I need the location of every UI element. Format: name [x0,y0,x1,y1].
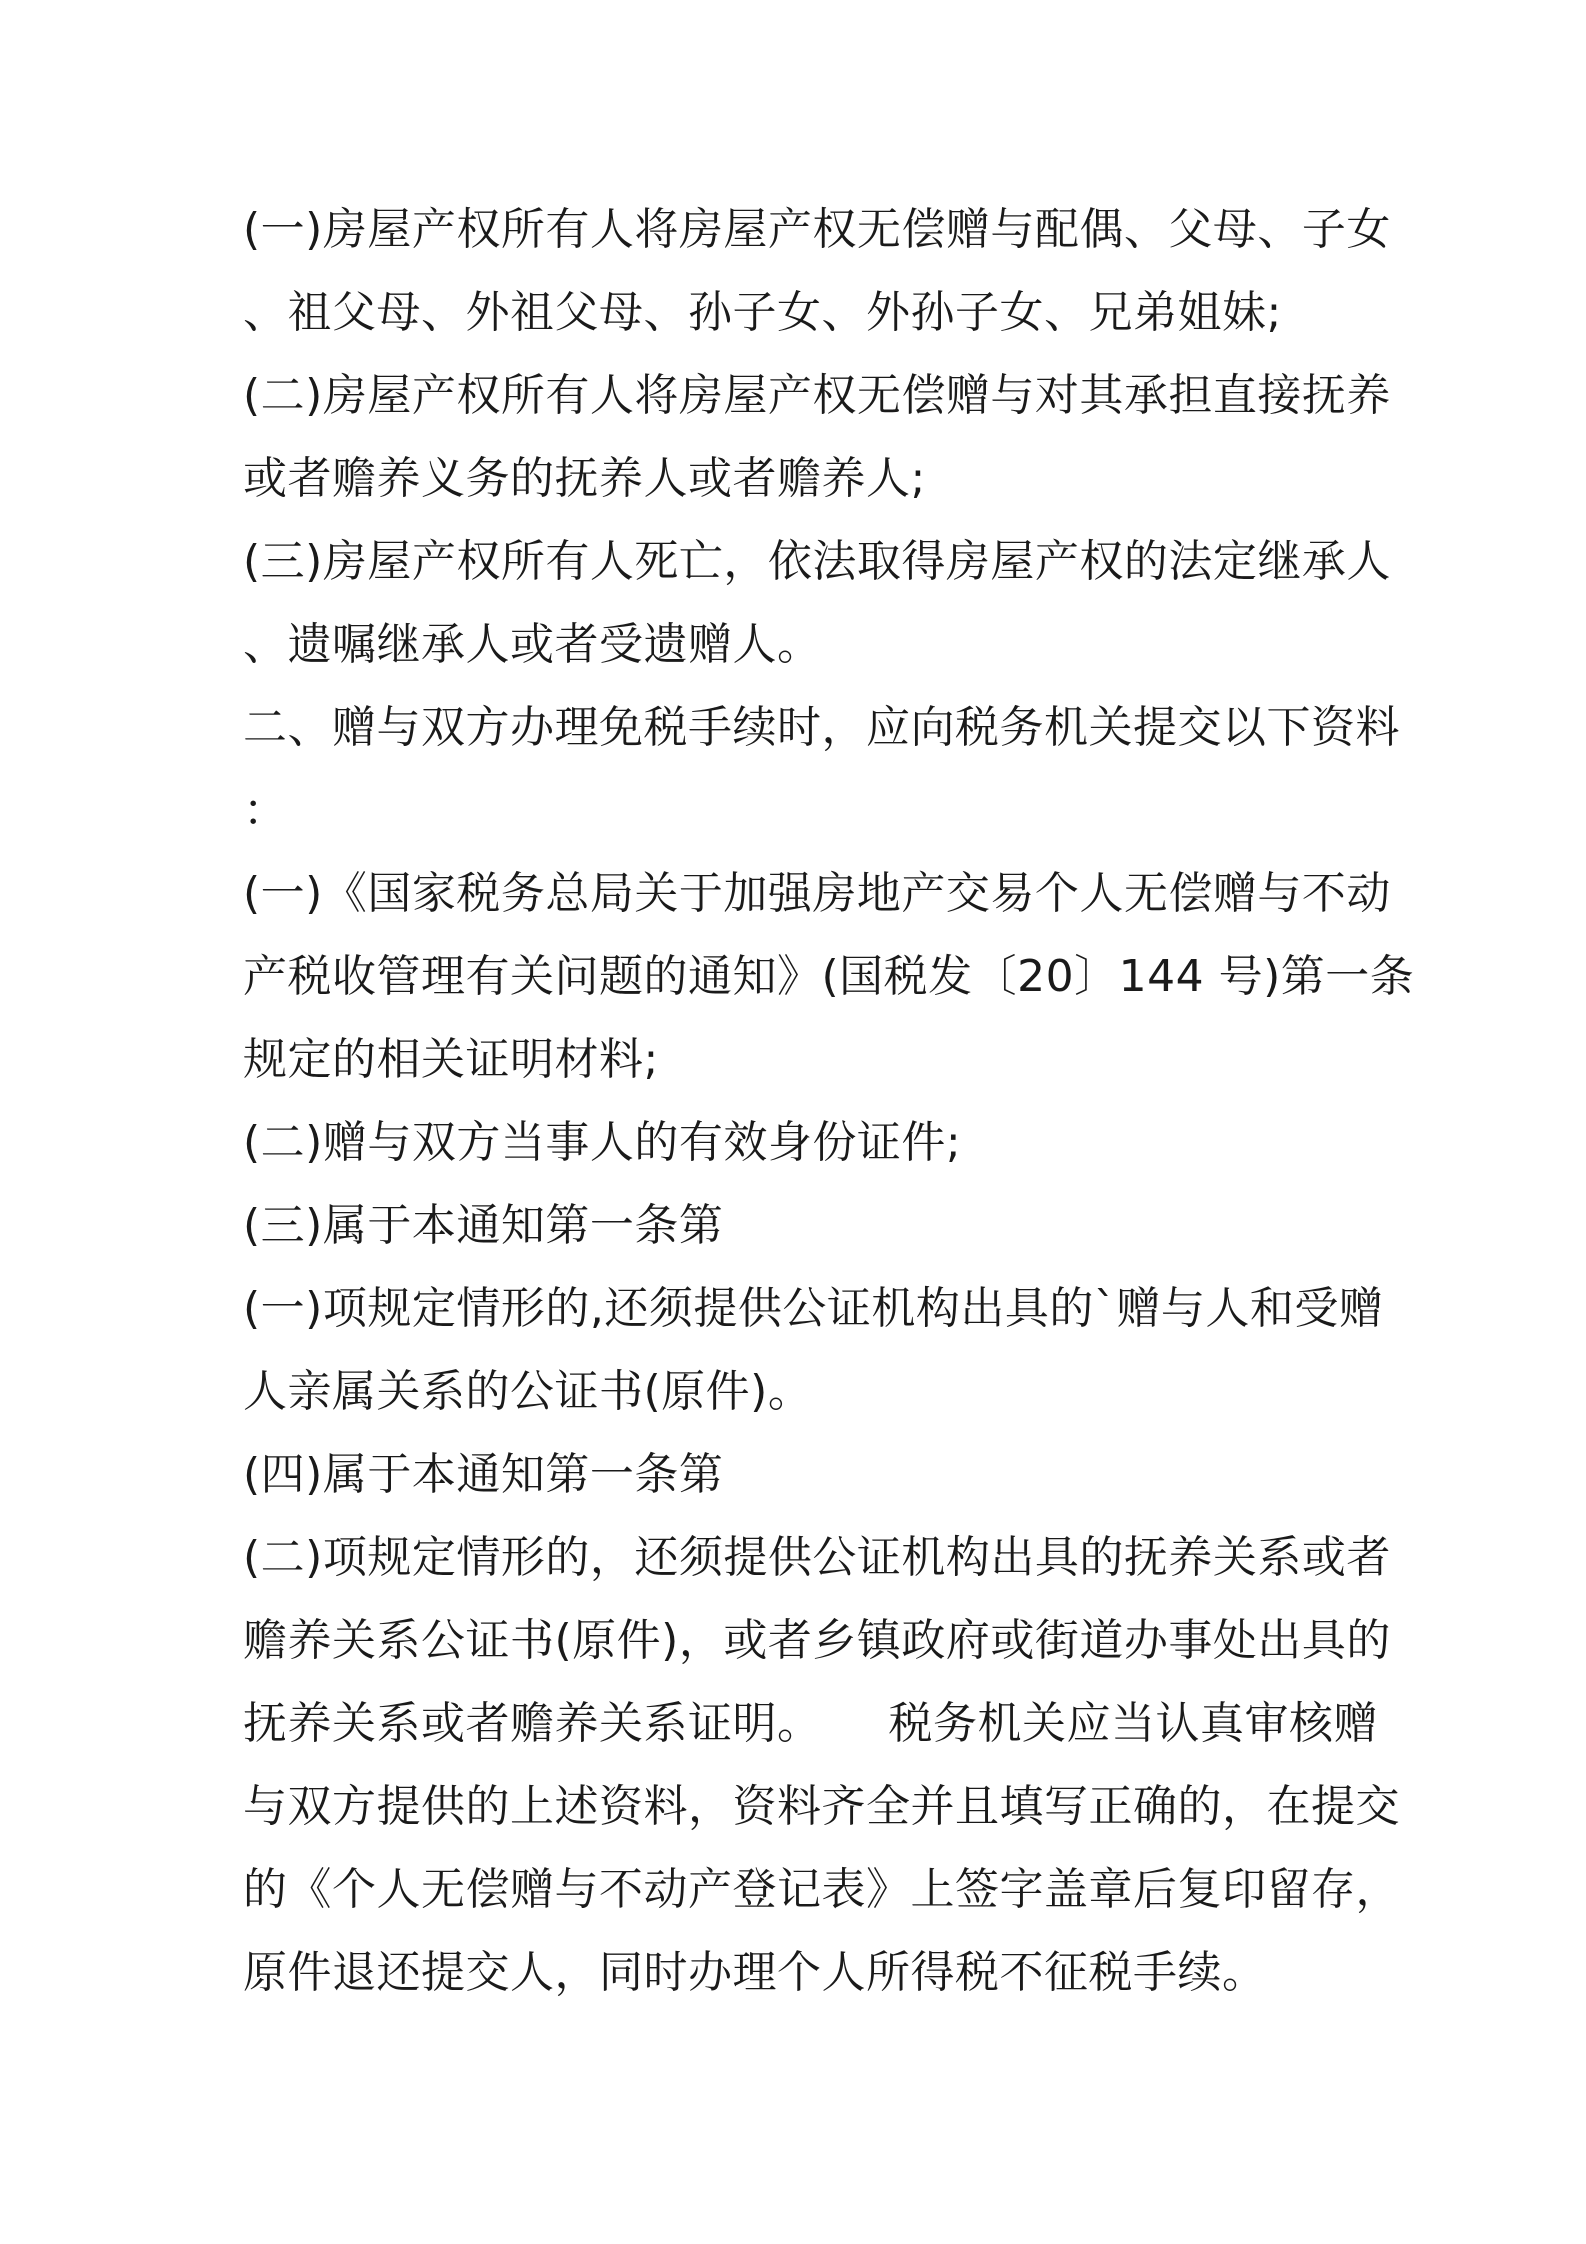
text-line: 抚养关系或者赡养关系证明。 税务机关应当认真审核赠 [243,1698,1378,1749]
text-line: (三)房屋产权所有人死亡，依法取得房屋产权的法定继承人 [243,536,1391,587]
text-line: 产税收管理有关问题的通知》(国税发〔20〕144 号)第一条 [243,951,1415,1002]
text-line: 、遗嘱继承人或者受遗赠人。 [243,619,822,670]
text-line: (四)属于本通知第一条第 [243,1449,724,1500]
text-line: 赡养关系公证书(原件)，或者乡镇政府或街道办事处出具的 [243,1615,1391,1666]
text-line: 或者赡养义务的抚养人或者赡养人; [243,453,926,504]
text-line: 人亲属关系的公证书(原件)。 [243,1366,813,1417]
text-line: (一)房屋产权所有人将房屋产权无偿赠与配偶、父母、子女 [243,204,1391,255]
document-body [243,195,1415,2021]
text-line: (二)房屋产权所有人将房屋产权无偿赠与对其承担直接抚养 [243,370,1391,421]
text-line: (一)项规定情形的,还须提供公证机构出具的`赠与人和受赠 [243,1283,1384,1334]
text-line: 与双方提供的上述资料，资料齐全并且填写正确的，在提交 [243,1781,1400,1832]
text-line: (二)赠与双方当事人的有效身份证件; [243,1117,962,1168]
text-line: 原件退还提交人，同时办理个人所得税不征税手续。 [243,1947,1267,1998]
text-line: 二、赠与双方办理免税手续时，应向税务机关提交以下资料 [243,702,1400,753]
text-line: ： [243,785,288,836]
text-line: (三)属于本通知第一条第 [243,1200,724,1251]
text-line: (二)项规定情形的，还须提供公证机构出具的抚养关系或者 [243,1532,1391,1583]
text-line: 规定的相关证明材料; [243,1034,659,1085]
text-line: 、祖父母、外祖父母、孙子女、外孙子女、兄弟姐妹; [243,287,1282,338]
text-line: 的《个人无偿赠与不动产登记表》上签字盖章后复印留存， [243,1864,1400,1915]
text-line: (一)《国家税务总局关于加强房地产交易个人无偿赠与不动 [243,868,1391,919]
